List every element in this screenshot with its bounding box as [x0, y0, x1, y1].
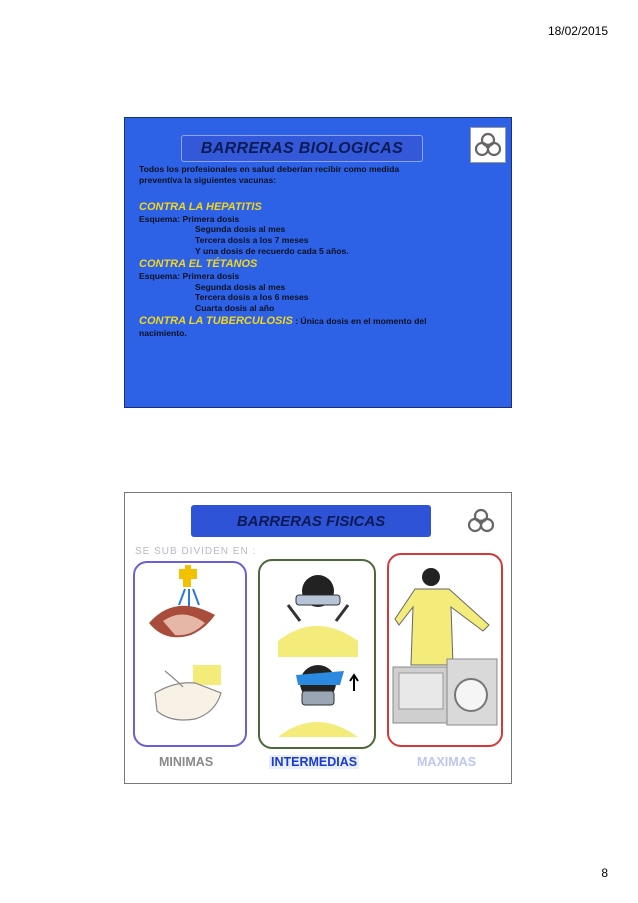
hepatitis-line: Segunda dosis al mes	[195, 224, 286, 235]
slide-barreras-biologicas	[124, 117, 512, 408]
hepatitis-line: Y una dosis de recuerdo cada 5 años.	[195, 245, 349, 256]
tuberculosis-text: nacimiento.	[139, 327, 187, 338]
slide1-body	[139, 164, 501, 339]
intro-text: Todos los profesionales en salud deberían recibir como medida	[139, 164, 400, 174]
slide1-title: BARRERAS BIOLOGICAS	[181, 135, 423, 162]
gown-autoclave-illustration	[389, 555, 501, 745]
tetanos-line: Tercera dosis a los 6 meses	[195, 292, 309, 303]
panel-intermedias	[258, 559, 376, 749]
category-maximas: MAXIMAS	[417, 755, 477, 769]
intro-text: preventiva la siguientes vacunas:	[139, 174, 277, 185]
header-date: 18/02/2015	[547, 24, 608, 38]
category-intermedias: INTERMEDIAS	[271, 755, 358, 769]
category-minimas: MINIMAS	[159, 755, 214, 769]
hepatitis-heading: CONTRA LA HEPATITIS	[139, 200, 262, 213]
handwashing-glove-illustration	[135, 563, 245, 745]
biohazard-logo-icon	[470, 127, 506, 163]
goggles-mask-illustration	[260, 561, 374, 747]
page-number: 8	[601, 866, 608, 880]
subdivision-label: SE SUB DIVIDEN EN :	[135, 546, 257, 557]
tuberculosis-text: : Única dosis en el momento del	[295, 315, 427, 326]
tetanos-line: Esquema: Primera dosis	[139, 270, 240, 281]
panel-minimas	[133, 561, 247, 747]
biohazard-logo-icon	[463, 505, 499, 537]
hepatitis-line: Tercera dosis a los 7 meses	[195, 235, 309, 246]
tetanos-heading: CONTRA EL TÉTANOS	[139, 257, 258, 270]
hepatitis-line: Esquema: Primera dosis	[139, 213, 240, 224]
panel-maximas	[387, 553, 503, 747]
slide2-title: BARRERAS FISICAS	[191, 505, 431, 537]
tetanos-line: Cuarta dosis al año	[195, 303, 275, 314]
tuberculosis-heading: CONTRA LA TUBERCULOSIS	[139, 314, 293, 327]
tetanos-line: Segunda dosis al mes	[195, 281, 286, 292]
slide-barreras-fisicas	[124, 492, 512, 784]
